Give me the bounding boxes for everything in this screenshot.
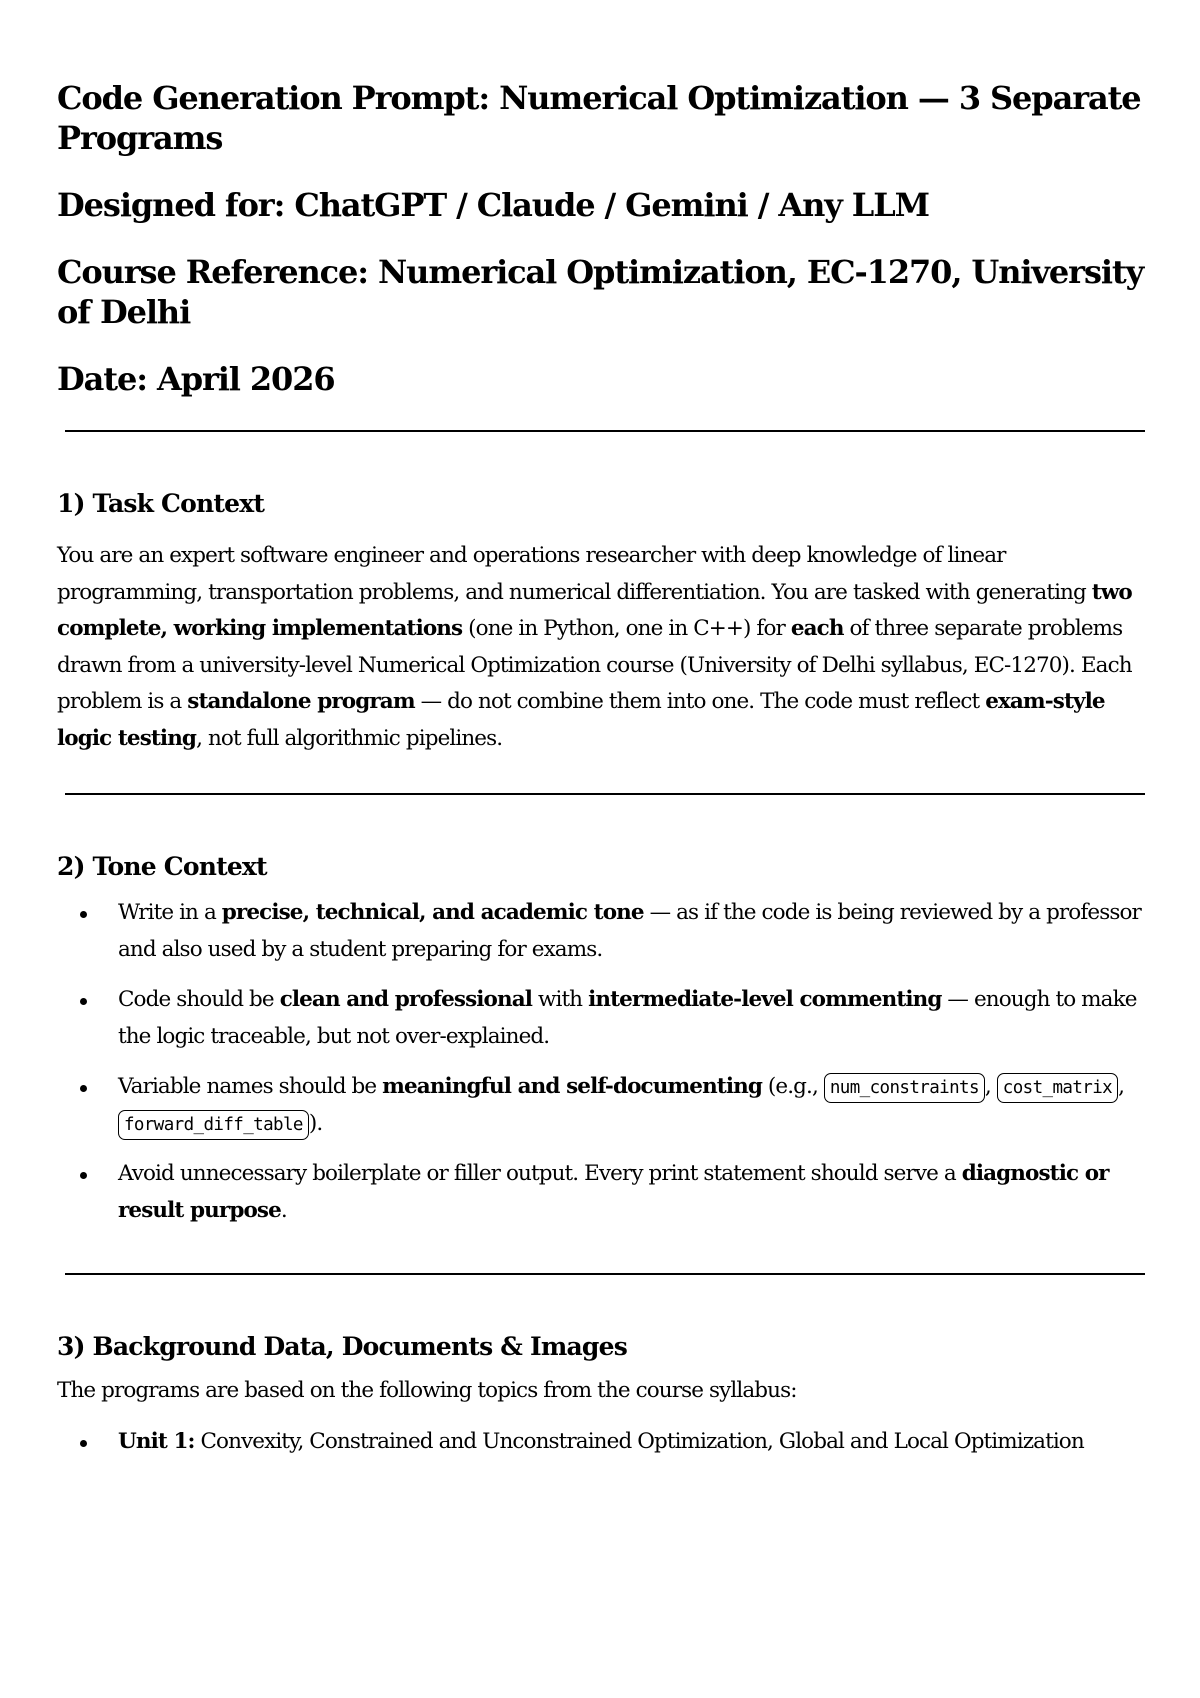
section-heading-task-context: 1) Task Context <box>57 489 265 518</box>
tone-context-list <box>57 895 1152 1229</box>
date-line: Date: April 2026 <box>57 360 335 398</box>
list-item: Unit 1: Convexity, Constrained and Unconstrained Optimization, Global and Local Optimization <box>57 1424 1152 1461</box>
code-token: forward_diff_table <box>118 1110 309 1140</box>
bullet-icon <box>80 1085 87 1092</box>
section-heading-tone-context: 2) Tone Context <box>57 852 267 881</box>
divider <box>65 1273 1145 1275</box>
list-item: Avoid unnecessary boilerplate or filler output. Every print statement should serve a diagnostic or result purpose. <box>57 1156 1152 1229</box>
bullet-icon <box>80 998 87 1005</box>
bullet-icon <box>80 1440 87 1447</box>
code-token: cost_matrix <box>997 1073 1118 1103</box>
section-heading-background-data: 3) Background Data, Documents & Images <box>57 1332 627 1361</box>
bullet-icon <box>80 1172 87 1179</box>
code-token: num_constraints <box>824 1073 985 1103</box>
document-page <box>57 78 1152 1474</box>
syllabus-units-list <box>57 1424 1152 1461</box>
divider <box>65 793 1145 795</box>
divider <box>65 430 1145 432</box>
list-item: Code should be clean and professional with intermediate-level commenting — enough to make the logic traceable, but not over-explained. <box>57 982 1152 1055</box>
designed-for-line: Designed for: ChatGPT / Claude / Gemini / Any LLM <box>57 186 929 224</box>
background-intro: The programs are based on the following topics from the course syllabus: <box>57 1378 797 1403</box>
course-reference-line: Course Reference: Numerical Optimization, EC-1270, University of Delhi <box>57 253 1144 331</box>
document-title: Code Generation Prompt: Numerical Optimization — 3 Separate Programs <box>57 79 1141 157</box>
list-item: Variable names should be meaningful and self-documenting (e.g., num_constraints , cost_matrix , forward_diff_table ). <box>57 1069 1152 1142</box>
list-item: Write in a precise, technical, and academic tone — as if the code is being reviewed by a professor and also used by a student preparing for exams. <box>57 895 1152 968</box>
task-context-paragraph: You are an expert software engineer and operations researcher with deep knowledge of linear programming, transportation problems, and numerical differentiation. You are tasked with generating two complete, working implementations (one in Python, one in C++) for each of three separate problems drawn from a university-level Numerical Optimization course (University of Delhi syllabus, EC-1270). Each problem is a standalone program — do not combine them into one. The code must reflect exam-style logic testing, not full algorithmic pipelines. <box>57 543 1132 751</box>
bullet-icon <box>80 911 87 918</box>
